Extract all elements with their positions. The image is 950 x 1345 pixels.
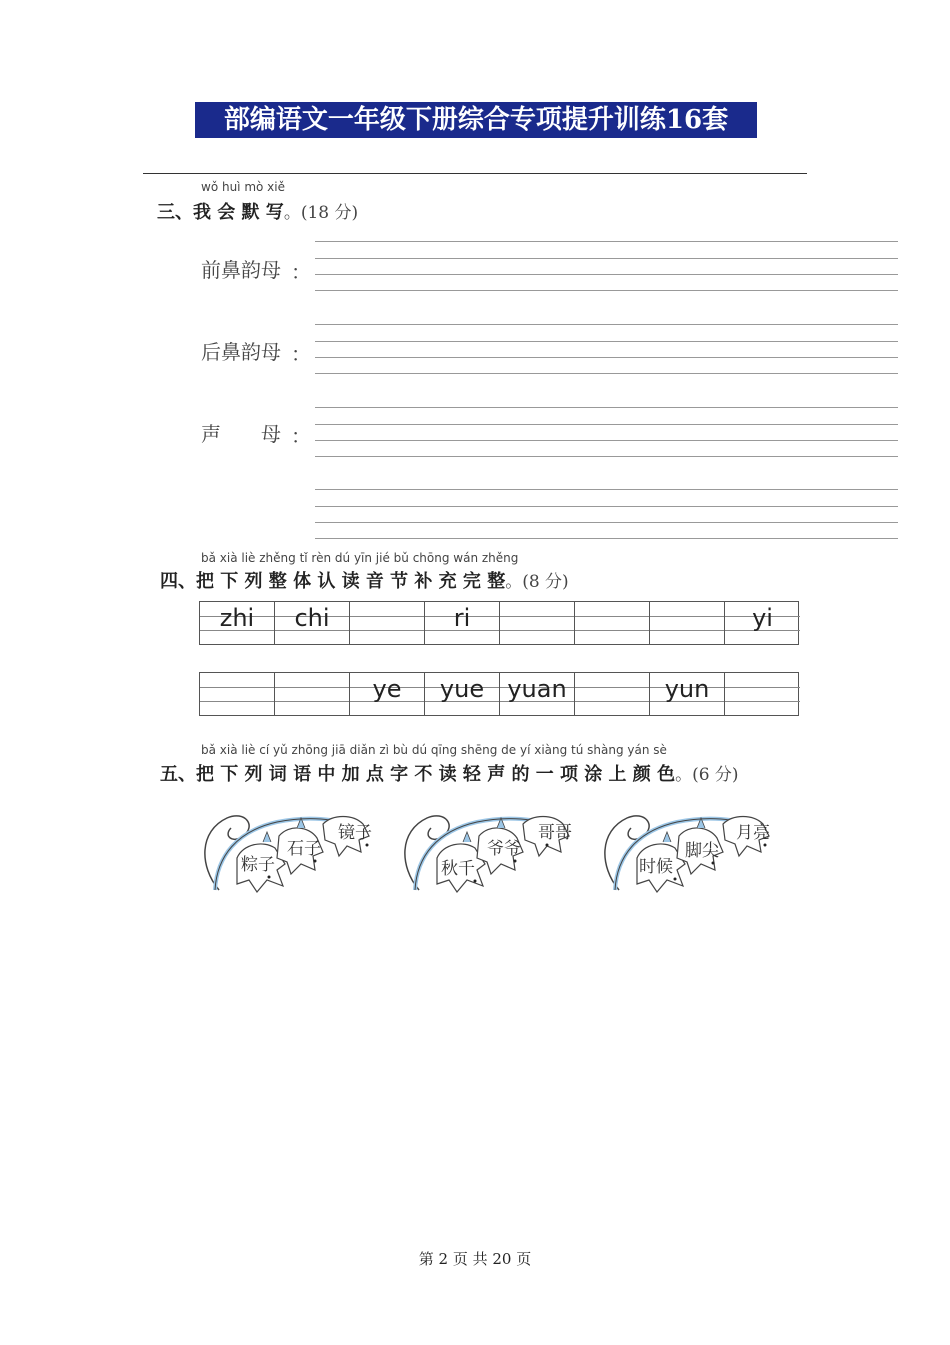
writing-lines-2[interactable] <box>315 324 898 374</box>
front-nasal-label: 前鼻韵母 <box>201 258 281 282</box>
q3-number: 三、 <box>157 202 193 223</box>
grid-cell[interactable]: yi <box>725 602 800 644</box>
document-title: 部编语文一年级下册综合专项提升训练16套 <box>195 102 757 138</box>
q5-heading <box>160 760 739 786</box>
q3-heading <box>157 198 358 224</box>
flower-word[interactable]: 月亮 <box>736 823 770 843</box>
grid-cell[interactable] <box>650 602 725 644</box>
grid-cell[interactable] <box>575 673 650 715</box>
q3-title: 我 会 默 写 <box>193 202 284 223</box>
colon: ： <box>291 260 311 284</box>
q5-score: (6 分) <box>692 765 739 785</box>
writing-lines-3[interactable] <box>315 407 898 457</box>
grid-cell[interactable] <box>575 602 650 644</box>
flower-illustration-3 <box>597 806 787 896</box>
grid-cell[interactable]: yun <box>650 673 725 715</box>
grid-cell[interactable]: ri <box>425 602 500 644</box>
writing-lines-1[interactable] <box>315 241 898 291</box>
flower-word[interactable]: 时候 <box>639 857 673 877</box>
pinyin-grid-row-2 <box>199 672 799 716</box>
q4-title: 把 下 列 整 体 认 读 音 节 补 充 完 整 <box>196 571 506 592</box>
grid-cell[interactable] <box>200 673 275 715</box>
grid-cell[interactable] <box>350 602 425 644</box>
grid-cell[interactable]: yuan <box>500 673 575 715</box>
back-nasal-label: 后鼻韵母 <box>201 340 281 364</box>
grid-cell[interactable]: zhi <box>200 602 275 644</box>
q5-title: 把 下 列 词 语 中 加 点 字 不 读 轻 声 的 一 项 涂 上 颜 色 <box>196 764 676 785</box>
grid-cell[interactable] <box>500 602 575 644</box>
colon: ： <box>291 424 311 448</box>
q3-period: 。 <box>283 203 301 223</box>
flower-word[interactable]: 哥哥 <box>538 823 572 843</box>
q4-heading <box>160 567 569 593</box>
q4-score: (8 分) <box>522 572 569 592</box>
flower-word[interactable]: 粽子 <box>241 855 275 875</box>
flower-word[interactable]: 石子 <box>287 839 321 859</box>
writing-lines-4[interactable] <box>315 489 898 539</box>
q4-period: 。 <box>505 572 523 592</box>
flower-word[interactable]: 秋千 <box>441 859 475 879</box>
flower-word[interactable]: 爷爷 <box>487 839 521 859</box>
q4-pinyin: bǎ xià liè zhěng tǐ rèn dú yīn jié bǔ chōng wán zhěng <box>201 551 519 565</box>
flower-word[interactable]: 镜子 <box>338 823 372 843</box>
q5-number: 五、 <box>160 764 196 785</box>
grid-cell[interactable]: ye <box>350 673 425 715</box>
q4-number: 四、 <box>160 571 196 592</box>
pinyin-grid-row-1 <box>199 601 799 645</box>
header-divider <box>143 173 807 174</box>
q5-pinyin: bǎ xià liè cí yǔ zhōng jiā diǎn zì bù dú qīng shēng de yí xiàng tú shàng yán sè <box>201 743 667 757</box>
grid-cell[interactable]: chi <box>275 602 350 644</box>
grid-cell[interactable]: yue <box>425 673 500 715</box>
flower-illustration-2 <box>397 806 587 896</box>
grid-cell[interactable] <box>725 673 800 715</box>
colon: ： <box>291 342 311 366</box>
q5-period: 。 <box>675 765 693 785</box>
grid-cell[interactable] <box>275 673 350 715</box>
q3-score: (18 分) <box>300 203 359 223</box>
initial-label: 声 母 <box>201 422 281 446</box>
page-footer: 第 2 页 共 20 页 <box>418 1250 532 1268</box>
q3-pinyin: wǒ huì mò xiě <box>201 180 285 194</box>
flower-word[interactable]: 脚尖 <box>685 841 719 861</box>
flower-illustration-1 <box>197 806 387 896</box>
